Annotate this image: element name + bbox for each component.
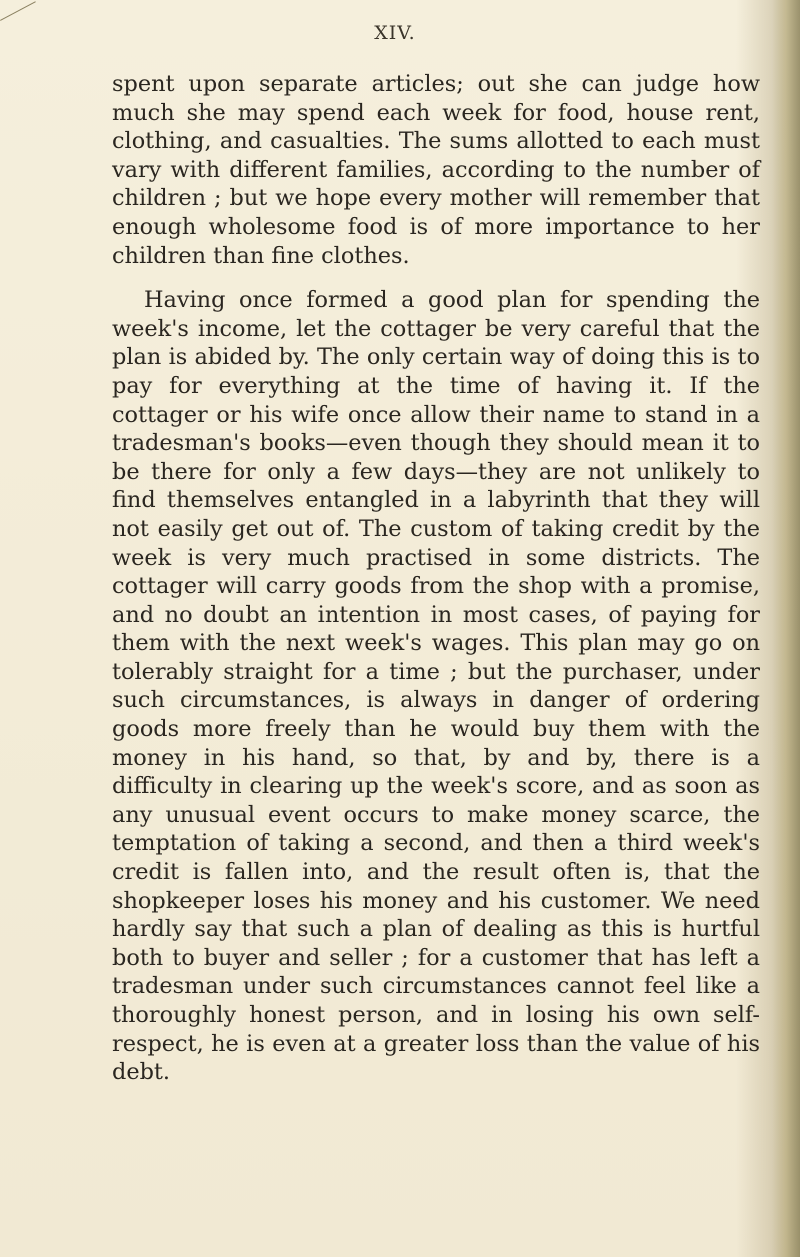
paragraph-2: Having once formed a good plan for spending the week's income, let the cottager be very careful that the plan is abided by. The only certain way of doing this is to pay for everything at the time of having it. If the cottager or his wife once allow their name to stand in a tradesman's books—even though they should mean it to be there for only a few days—they are not unlikely to find themselves entangled in a labyrinth that they will not easily get out of. The custom of taking credit by the week is very much practised in some districts. The cottager will carry goods from the shop with a promise, and no doubt an intention in most cases, of paying for them with the next week's wages. This plan may go on tolerably straight for a time ; but the purchaser, under such circumstances, is always in danger of ordering goods more freely than he would buy them with the money in his hand, so that, by and by, there is a difficulty in clearing up the week's score, and as soon as any unusual event occurs to make money scarce, the temptation of taking a second, and then a third week's credit is fallen into, and the result often is, that the shopkeeper loses his money and his customer. We need hardly say that such a plan of dealing as this is hurtful both to buyer and seller ; for a customer that has left a tradesman under such circumstances cannot feel like a thoroughly honest person, and in losing his own self-respect, he is even at a greater loss than the value of his debt. (112, 287, 760, 1086)
paragraph-1: spent upon separate articles; out she can judge how much she may spend each week for food, house rent, clothing, and casualties. The sums allotted to each must vary with different families, according to the number of children ; but we hope every mother will remember that enough wholesome food is of more importance to her children than fine clothes. (112, 71, 760, 269)
page-number: XIV. (374, 22, 416, 44)
body-text (112, 70, 760, 1087)
page-edge-shadow (772, 0, 800, 1257)
